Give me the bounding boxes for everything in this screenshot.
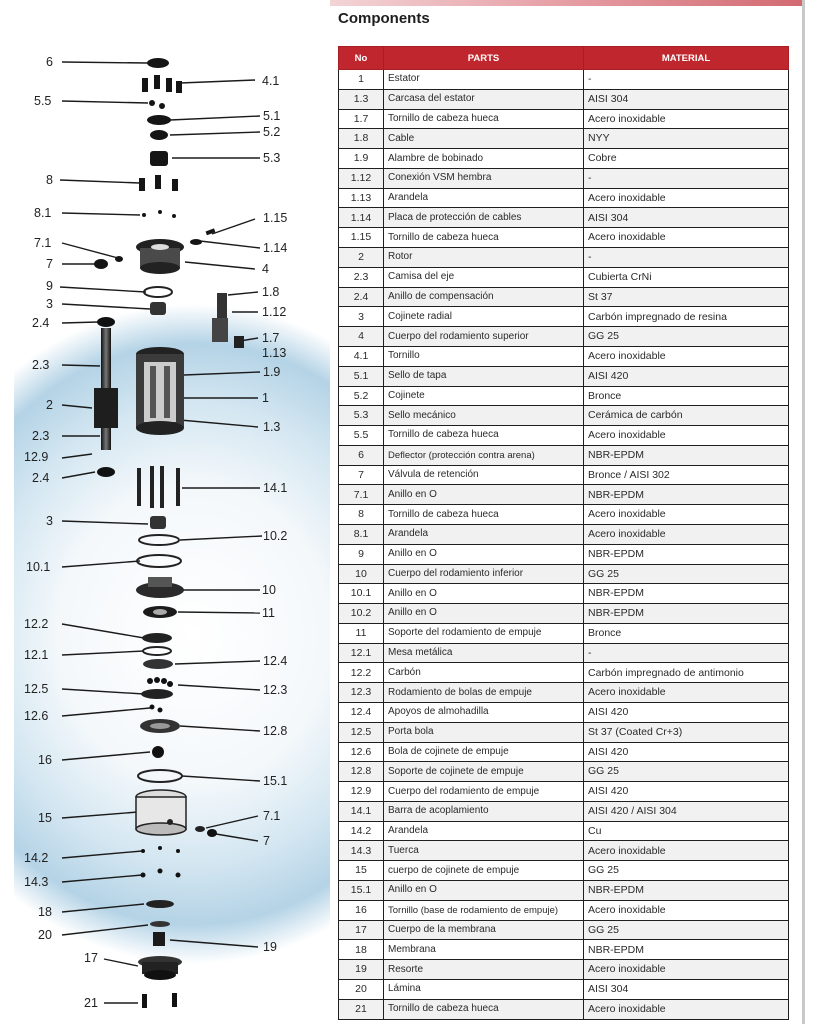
cell-part: Sello de tapa xyxy=(384,366,584,386)
table-row xyxy=(339,544,789,564)
callout-12-4: 12.4 xyxy=(263,654,288,668)
callout-7-1b: 7.1 xyxy=(263,809,281,823)
cell-part: Apoyos de almohadilla xyxy=(384,703,584,723)
cell-no: 1.3 xyxy=(339,89,384,109)
cell-no: 19 xyxy=(339,960,384,980)
cell-part: Anillo en O xyxy=(384,485,584,505)
callout-10-2: 10.2 xyxy=(263,529,288,543)
cell-material: NBR-EPDM xyxy=(584,485,789,505)
table-row xyxy=(339,722,789,742)
table-row xyxy=(339,208,789,228)
callout-5-5: 5.5 xyxy=(34,94,52,108)
table-row xyxy=(339,188,789,208)
cell-material: AISI 420 xyxy=(584,742,789,762)
callout-19: 19 xyxy=(263,940,277,954)
cell-part: Tornillo (base de rodamiento de empuje) xyxy=(384,900,584,920)
cell-no: 14.3 xyxy=(339,841,384,861)
cell-part: Soporte de cojinete de empuje xyxy=(384,762,584,782)
callout-15: 15 xyxy=(38,811,52,825)
cell-no: 6 xyxy=(339,445,384,465)
callout-12-5: 12.5 xyxy=(24,682,49,696)
callout-5-3: 5.3 xyxy=(263,151,281,165)
cell-part: Tornillo xyxy=(384,346,584,366)
cell-part: Tornillo de cabeza hueca xyxy=(384,426,584,446)
cell-part: Anillo en O xyxy=(384,604,584,624)
table-row xyxy=(339,623,789,643)
table-row xyxy=(339,742,789,762)
cell-no: 10 xyxy=(339,564,384,584)
cell-material: Acero inoxidable xyxy=(584,841,789,861)
callout-3: 3 xyxy=(46,297,53,311)
cell-no: 3 xyxy=(339,307,384,327)
cell-part: Cuerpo del rodamiento inferior xyxy=(384,564,584,584)
table-row xyxy=(339,287,789,307)
table-row xyxy=(339,168,789,188)
callout-2-4b: 2.4 xyxy=(32,471,50,485)
table-row xyxy=(339,445,789,465)
cell-no: 5.2 xyxy=(339,386,384,406)
cell-part: Anillo en O xyxy=(384,584,584,604)
callout-20: 20 xyxy=(38,928,52,942)
cell-material: NBR-EPDM xyxy=(584,604,789,624)
cell-no: 17 xyxy=(339,920,384,940)
table-row xyxy=(339,762,789,782)
cell-part: Deflector (protección contra arena) xyxy=(384,445,584,465)
cell-no: 5.1 xyxy=(339,366,384,386)
callout-16: 16 xyxy=(38,753,52,767)
cell-no: 12.2 xyxy=(339,663,384,683)
callout-4: 4 xyxy=(262,262,269,276)
table-row xyxy=(339,426,789,446)
callout-21: 21 xyxy=(84,996,98,1010)
cell-no: 2.4 xyxy=(339,287,384,307)
cell-no: 5.5 xyxy=(339,426,384,446)
table-row xyxy=(339,267,789,287)
cell-material: St 37 (Coated Cr+3) xyxy=(584,722,789,742)
cell-part: Tornillo de cabeza hueca xyxy=(384,109,584,129)
cell-material: GG 25 xyxy=(584,762,789,782)
cell-material: AISI 304 xyxy=(584,89,789,109)
cell-no: 12.4 xyxy=(339,703,384,723)
cell-material: Acero inoxidable xyxy=(584,228,789,248)
callout-18: 18 xyxy=(38,905,52,919)
cell-no: 2 xyxy=(339,248,384,268)
callout-1-7: 1.7 xyxy=(262,331,280,345)
page-title: Components xyxy=(338,10,430,27)
cell-part: Rodamiento de bolas de empuje xyxy=(384,683,584,703)
cell-material: AISI 304 xyxy=(584,979,789,999)
cell-no: 8 xyxy=(339,505,384,525)
table-row xyxy=(339,604,789,624)
callout-2-3: 2.3 xyxy=(32,358,50,372)
cell-no: 12.5 xyxy=(339,722,384,742)
table-row xyxy=(339,129,789,149)
callout-9: 9 xyxy=(46,279,53,293)
column-header-parts: PARTS xyxy=(384,47,584,70)
cell-no: 15.1 xyxy=(339,881,384,901)
callout-15-1: 15.1 xyxy=(263,774,288,788)
callout-2: 2 xyxy=(46,398,53,412)
table-row xyxy=(339,861,789,881)
cell-material: Cobre xyxy=(584,149,789,169)
table-row xyxy=(339,228,789,248)
cell-material: NBR-EPDM xyxy=(584,584,789,604)
table-row xyxy=(339,841,789,861)
cell-part: Anillo de compensación xyxy=(384,287,584,307)
cell-no: 1.12 xyxy=(339,168,384,188)
cell-no: 12.9 xyxy=(339,782,384,802)
cell-part: Válvula de retención xyxy=(384,465,584,485)
cell-no: 11 xyxy=(339,623,384,643)
cell-part: Sello mecánico xyxy=(384,406,584,426)
cell-part: Conexión VSM hembra xyxy=(384,168,584,188)
cell-material: Cerámica de carbón xyxy=(584,406,789,426)
callout-14-2: 14.2 xyxy=(24,851,49,865)
cell-no: 1.13 xyxy=(339,188,384,208)
table-row xyxy=(339,663,789,683)
page-edge-border xyxy=(802,0,805,1024)
cell-no: 7 xyxy=(339,465,384,485)
cell-no: 1.14 xyxy=(339,208,384,228)
cell-part: Rotor xyxy=(384,248,584,268)
callout-5-1: 5.1 xyxy=(263,109,281,123)
cell-material: AISI 420 / AISI 304 xyxy=(584,801,789,821)
cell-no: 4 xyxy=(339,327,384,347)
callout-5-2: 5.2 xyxy=(263,125,281,139)
callout-12-6: 12.6 xyxy=(24,709,49,723)
cell-material: AISI 420 xyxy=(584,703,789,723)
callout-1-13: 1.13 xyxy=(262,346,287,360)
cell-material: AISI 304 xyxy=(584,208,789,228)
table-row xyxy=(339,524,789,544)
cell-part: Anillo en O xyxy=(384,544,584,564)
cell-part: Arandela xyxy=(384,821,584,841)
cell-part: Arandela xyxy=(384,188,584,208)
callout-12-3: 12.3 xyxy=(263,683,288,697)
callout-1-12: 1.12 xyxy=(262,305,287,319)
column-header-material: MATERIAL xyxy=(584,47,789,70)
table-row xyxy=(339,940,789,960)
cell-part: Arandela xyxy=(384,524,584,544)
column-header-no: No xyxy=(339,47,384,70)
cell-no: 12.3 xyxy=(339,683,384,703)
table-row xyxy=(339,149,789,169)
cell-material: NYY xyxy=(584,129,789,149)
cell-material: Acero inoxidable xyxy=(584,188,789,208)
callout-12-9: 12.9 xyxy=(24,450,49,464)
cell-material: Bronce / AISI 302 xyxy=(584,465,789,485)
cell-no: 10.2 xyxy=(339,604,384,624)
cell-material: GG 25 xyxy=(584,327,789,347)
table-row xyxy=(339,999,789,1019)
table-row xyxy=(339,643,789,663)
cell-part: Tuerca xyxy=(384,841,584,861)
cell-no: 18 xyxy=(339,940,384,960)
cell-part: Resorte xyxy=(384,960,584,980)
cell-no: 1.15 xyxy=(339,228,384,248)
table-row xyxy=(339,346,789,366)
table-row xyxy=(339,505,789,525)
cell-part: Mesa metálica xyxy=(384,643,584,663)
callout-7b: 7 xyxy=(263,834,270,848)
cell-material: AISI 420 xyxy=(584,782,789,802)
callout-7-1: 7.1 xyxy=(34,236,52,250)
cell-no: 16 xyxy=(339,900,384,920)
cell-part: Soporte del rodamiento de empuje xyxy=(384,623,584,643)
table-row xyxy=(339,782,789,802)
cell-part: Tornillo de cabeza hueca xyxy=(384,228,584,248)
callout-8-1: 8.1 xyxy=(34,206,52,220)
cell-part: Carbón xyxy=(384,663,584,683)
table-row xyxy=(339,386,789,406)
cell-material: NBR-EPDM xyxy=(584,881,789,901)
cell-part: Cuerpo del rodamiento superior xyxy=(384,327,584,347)
table-row xyxy=(339,703,789,723)
cell-no: 14.1 xyxy=(339,801,384,821)
cell-no: 1.7 xyxy=(339,109,384,129)
cell-no: 20 xyxy=(339,979,384,999)
cell-part: Carcasa del estator xyxy=(384,89,584,109)
cell-no: 7.1 xyxy=(339,485,384,505)
exploded-view-diagram xyxy=(14,34,330,1018)
callout-11: 11 xyxy=(262,606,275,620)
callout-2-3b: 2.3 xyxy=(32,429,50,443)
table-row xyxy=(339,960,789,980)
callout-1-3: 1.3 xyxy=(263,420,281,434)
table-row xyxy=(339,406,789,426)
cell-no: 12.6 xyxy=(339,742,384,762)
cell-no: 1 xyxy=(339,70,384,90)
table-row xyxy=(339,900,789,920)
callout-1-8: 1.8 xyxy=(262,285,280,299)
cell-material: - xyxy=(584,168,789,188)
cell-no: 1.9 xyxy=(339,149,384,169)
cell-material: Bronce xyxy=(584,386,789,406)
cell-part: Estator xyxy=(384,70,584,90)
cell-material: - xyxy=(584,70,789,90)
cell-part: Barra de acoplamiento xyxy=(384,801,584,821)
cell-part: Membrana xyxy=(384,940,584,960)
cell-material: NBR-EPDM xyxy=(584,445,789,465)
table-row xyxy=(339,70,789,90)
callout-4-1: 4.1 xyxy=(262,74,280,88)
table-row xyxy=(339,248,789,268)
callout-7: 7 xyxy=(46,257,53,271)
cell-part: Lámina xyxy=(384,979,584,999)
table-row xyxy=(339,89,789,109)
table-row xyxy=(339,920,789,940)
callout-1-9: 1.9 xyxy=(263,365,281,379)
table-row xyxy=(339,485,789,505)
table-header-row xyxy=(339,47,789,70)
cell-material: Acero inoxidable xyxy=(584,346,789,366)
cell-no: 2.3 xyxy=(339,267,384,287)
cell-no: 12.1 xyxy=(339,643,384,663)
cell-material: Acero inoxidable xyxy=(584,900,789,920)
cell-no: 8.1 xyxy=(339,524,384,544)
table-row xyxy=(339,465,789,485)
table-row xyxy=(339,801,789,821)
cell-no: 12.8 xyxy=(339,762,384,782)
cell-no: 4.1 xyxy=(339,346,384,366)
header-accent-bar xyxy=(330,0,802,6)
callout-1: 1 xyxy=(262,391,269,405)
table-row xyxy=(339,327,789,347)
cell-no: 9 xyxy=(339,544,384,564)
callout-3b: 3 xyxy=(46,514,53,528)
cell-material: - xyxy=(584,248,789,268)
cell-part: cuerpo de cojinete de empuje xyxy=(384,861,584,881)
callout-12-1: 12.1 xyxy=(24,648,49,662)
callout-6: 6 xyxy=(46,55,53,69)
cell-part: Cojinete xyxy=(384,386,584,406)
cell-part: Porta bola xyxy=(384,722,584,742)
cell-part: Anillo en O xyxy=(384,881,584,901)
table-row xyxy=(339,307,789,327)
callout-1-15: 1.15 xyxy=(263,211,288,225)
cell-material: Acero inoxidable xyxy=(584,999,789,1019)
cell-material: Carbón impregnado de resina xyxy=(584,307,789,327)
cell-material: GG 25 xyxy=(584,564,789,584)
cell-part: Cojinete radial xyxy=(384,307,584,327)
components-table-body xyxy=(339,70,789,1020)
cell-no: 15 xyxy=(339,861,384,881)
table-row xyxy=(339,881,789,901)
table-row xyxy=(339,584,789,604)
cell-material: Acero inoxidable xyxy=(584,109,789,129)
cell-material: Carbón impregnado de antimonio xyxy=(584,663,789,683)
callout-14-3: 14.3 xyxy=(24,875,49,889)
callout-12-2: 12.2 xyxy=(24,617,49,631)
table-row xyxy=(339,683,789,703)
cell-part: Placa de protección de cables xyxy=(384,208,584,228)
callout-2-4: 2.4 xyxy=(32,316,50,330)
table-row xyxy=(339,979,789,999)
cell-material: GG 25 xyxy=(584,861,789,881)
cell-part: Cable xyxy=(384,129,584,149)
callout-8: 8 xyxy=(46,173,53,187)
cell-no: 21 xyxy=(339,999,384,1019)
cell-part: Tornillo de cabeza hueca xyxy=(384,505,584,525)
cell-material: - xyxy=(584,643,789,663)
cell-part: Cuerpo del rodamiento de empuje xyxy=(384,782,584,802)
cell-material: Acero inoxidable xyxy=(584,683,789,703)
cell-material: NBR-EPDM xyxy=(584,940,789,960)
cell-material: Acero inoxidable xyxy=(584,426,789,446)
cell-material: Bronce xyxy=(584,623,789,643)
table-row xyxy=(339,821,789,841)
cell-material: Acero inoxidable xyxy=(584,960,789,980)
cell-part: Cuerpo de la membrana xyxy=(384,920,584,940)
cell-material: St 37 xyxy=(584,287,789,307)
cell-material: NBR-EPDM xyxy=(584,544,789,564)
table-row xyxy=(339,366,789,386)
table-row xyxy=(339,109,789,129)
callout-10: 10 xyxy=(262,583,276,597)
cell-material: Acero inoxidable xyxy=(584,505,789,525)
cell-part: Tornillo de cabeza hueca xyxy=(384,999,584,1019)
cell-material: Cu xyxy=(584,821,789,841)
components-table xyxy=(338,46,789,1020)
table-row xyxy=(339,564,789,584)
cell-material: Cubierta CrNi xyxy=(584,267,789,287)
callout-12-8: 12.8 xyxy=(263,724,288,738)
cell-material: GG 25 xyxy=(584,920,789,940)
cell-no: 5.3 xyxy=(339,406,384,426)
cell-part: Alambre de bobinado xyxy=(384,149,584,169)
callout-14-1: 14.1 xyxy=(263,481,288,495)
cell-no: 14.2 xyxy=(339,821,384,841)
cell-part: Bola de cojinete de empuje xyxy=(384,742,584,762)
callout-10-1: 10.1 xyxy=(26,560,51,574)
cell-no: 10.1 xyxy=(339,584,384,604)
cell-no: 1.8 xyxy=(339,129,384,149)
callout-1-14: 1.14 xyxy=(263,241,288,255)
cell-material: AISI 420 xyxy=(584,366,789,386)
cell-part: Camisa del eje xyxy=(384,267,584,287)
callout-17: 17 xyxy=(84,951,98,965)
cell-material: Acero inoxidable xyxy=(584,524,789,544)
